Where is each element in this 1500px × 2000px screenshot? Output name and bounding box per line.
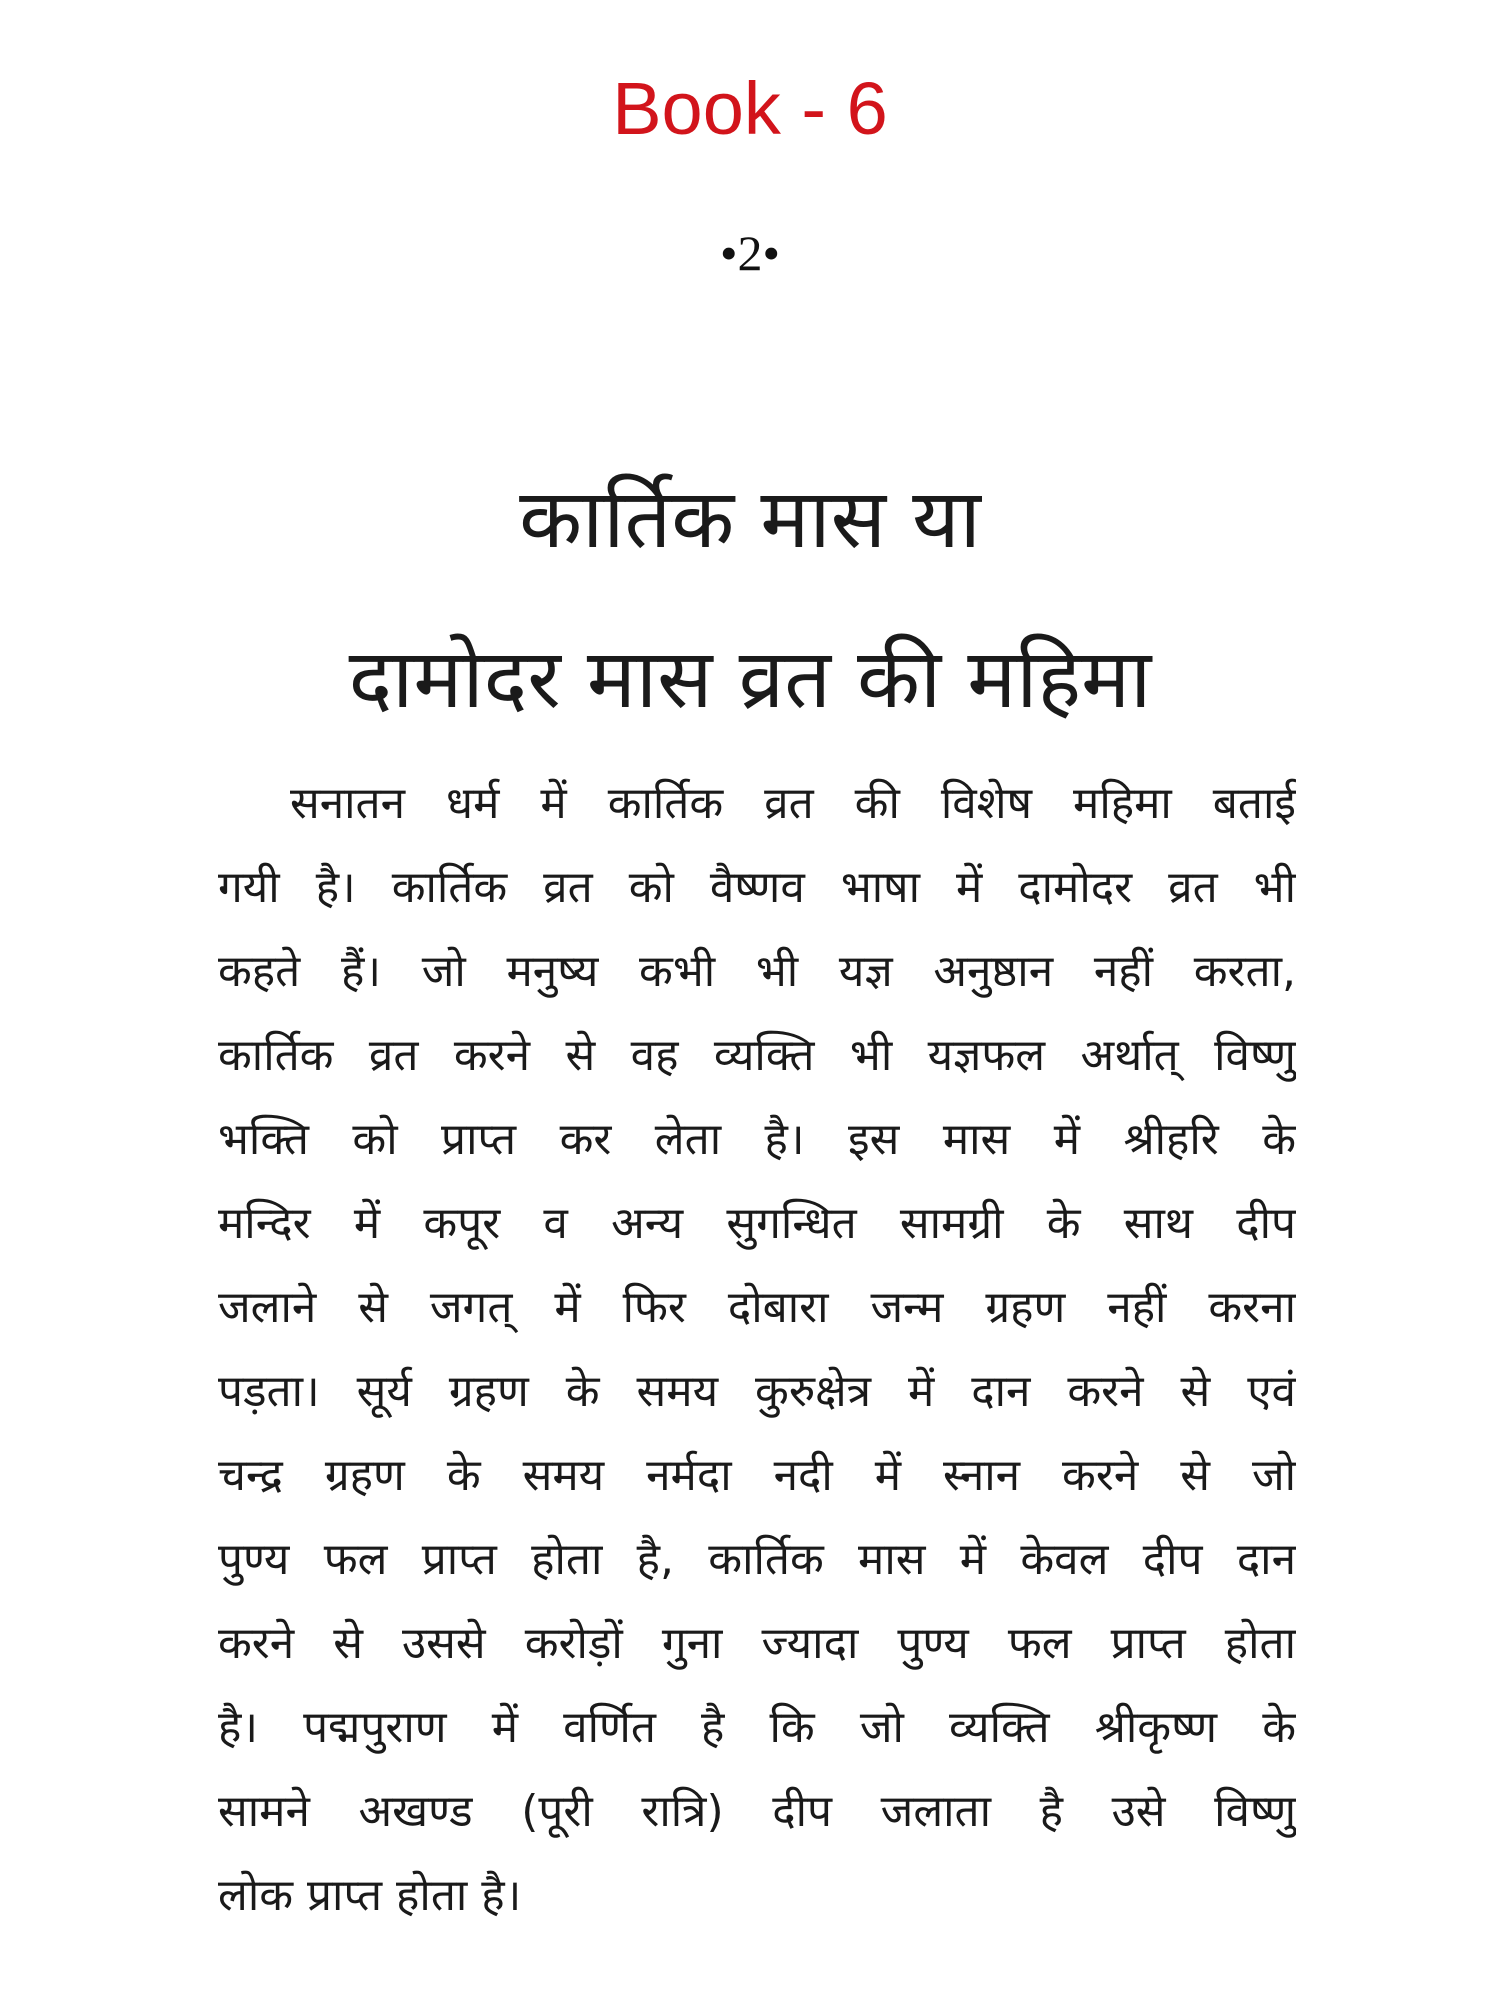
paragraph-line: पुण्य फल प्राप्त होता है, कार्तिक मास में केवल दीप दान [218, 1534, 1296, 1585]
body-paragraph [218, 762, 1296, 1938]
paragraph-line: करने से उससे करोड़ों गुना ज्यादा पुण्य फल प्राप्त होता [218, 1618, 1296, 1669]
book-label: Book - 6 [612, 67, 888, 150]
paragraph-line: मन्दिर में कपूर व अन्य सुगन्धित सामग्री के साथ दीप [218, 1198, 1296, 1249]
paragraph-line: चन्द्र ग्रहण के समय नर्मदा नदी में स्नान करने से जो [218, 1450, 1296, 1501]
paragraph-line: गयी है। कार्तिक व्रत को वैष्णव भाषा में दामोदर व्रत भी [218, 862, 1296, 913]
chapter-title-line-1: कार्तिक मास या [519, 472, 981, 567]
paragraph-line: भक्ति को प्राप्त कर लेता है। इस मास में श्रीहरि के [218, 1114, 1296, 1165]
paragraph-line: पड़ता। सूर्य ग्रहण के समय कुरुक्षेत्र में दान करने से एवं [218, 1366, 1296, 1417]
paragraph-line: कहते हैं। जो मनुष्य कभी भी यज्ञ अनुष्ठान नहीं करता, [218, 946, 1296, 997]
paragraph-line: है। पद्मपुराण में वर्णित है कि जो व्यक्ति श्रीकृष्ण के [218, 1702, 1296, 1753]
page-number: •2• [719, 225, 780, 281]
paragraph-line: लोक प्राप्त होता है। [218, 1870, 522, 1921]
chapter-title [0, 440, 1500, 760]
paragraph-line: कार्तिक व्रत करने से वह व्यक्ति भी यज्ञफल अर्थात् विष्णु [218, 1030, 1296, 1081]
paragraph-line: सनातन धर्म में कार्तिक व्रत की विशेष महिमा बताई [290, 778, 1296, 829]
paragraph-line: जलाने से जगत् में फिर दोबारा जन्म ग्रहण नहीं करना [218, 1282, 1296, 1333]
paragraph-line: सामने अखण्ड (पूरी रात्रि) दीप जलाता है उसे विष्णु [218, 1786, 1296, 1837]
chapter-title-line-2: दामोदर मास व्रत की महिमा [348, 632, 1152, 727]
